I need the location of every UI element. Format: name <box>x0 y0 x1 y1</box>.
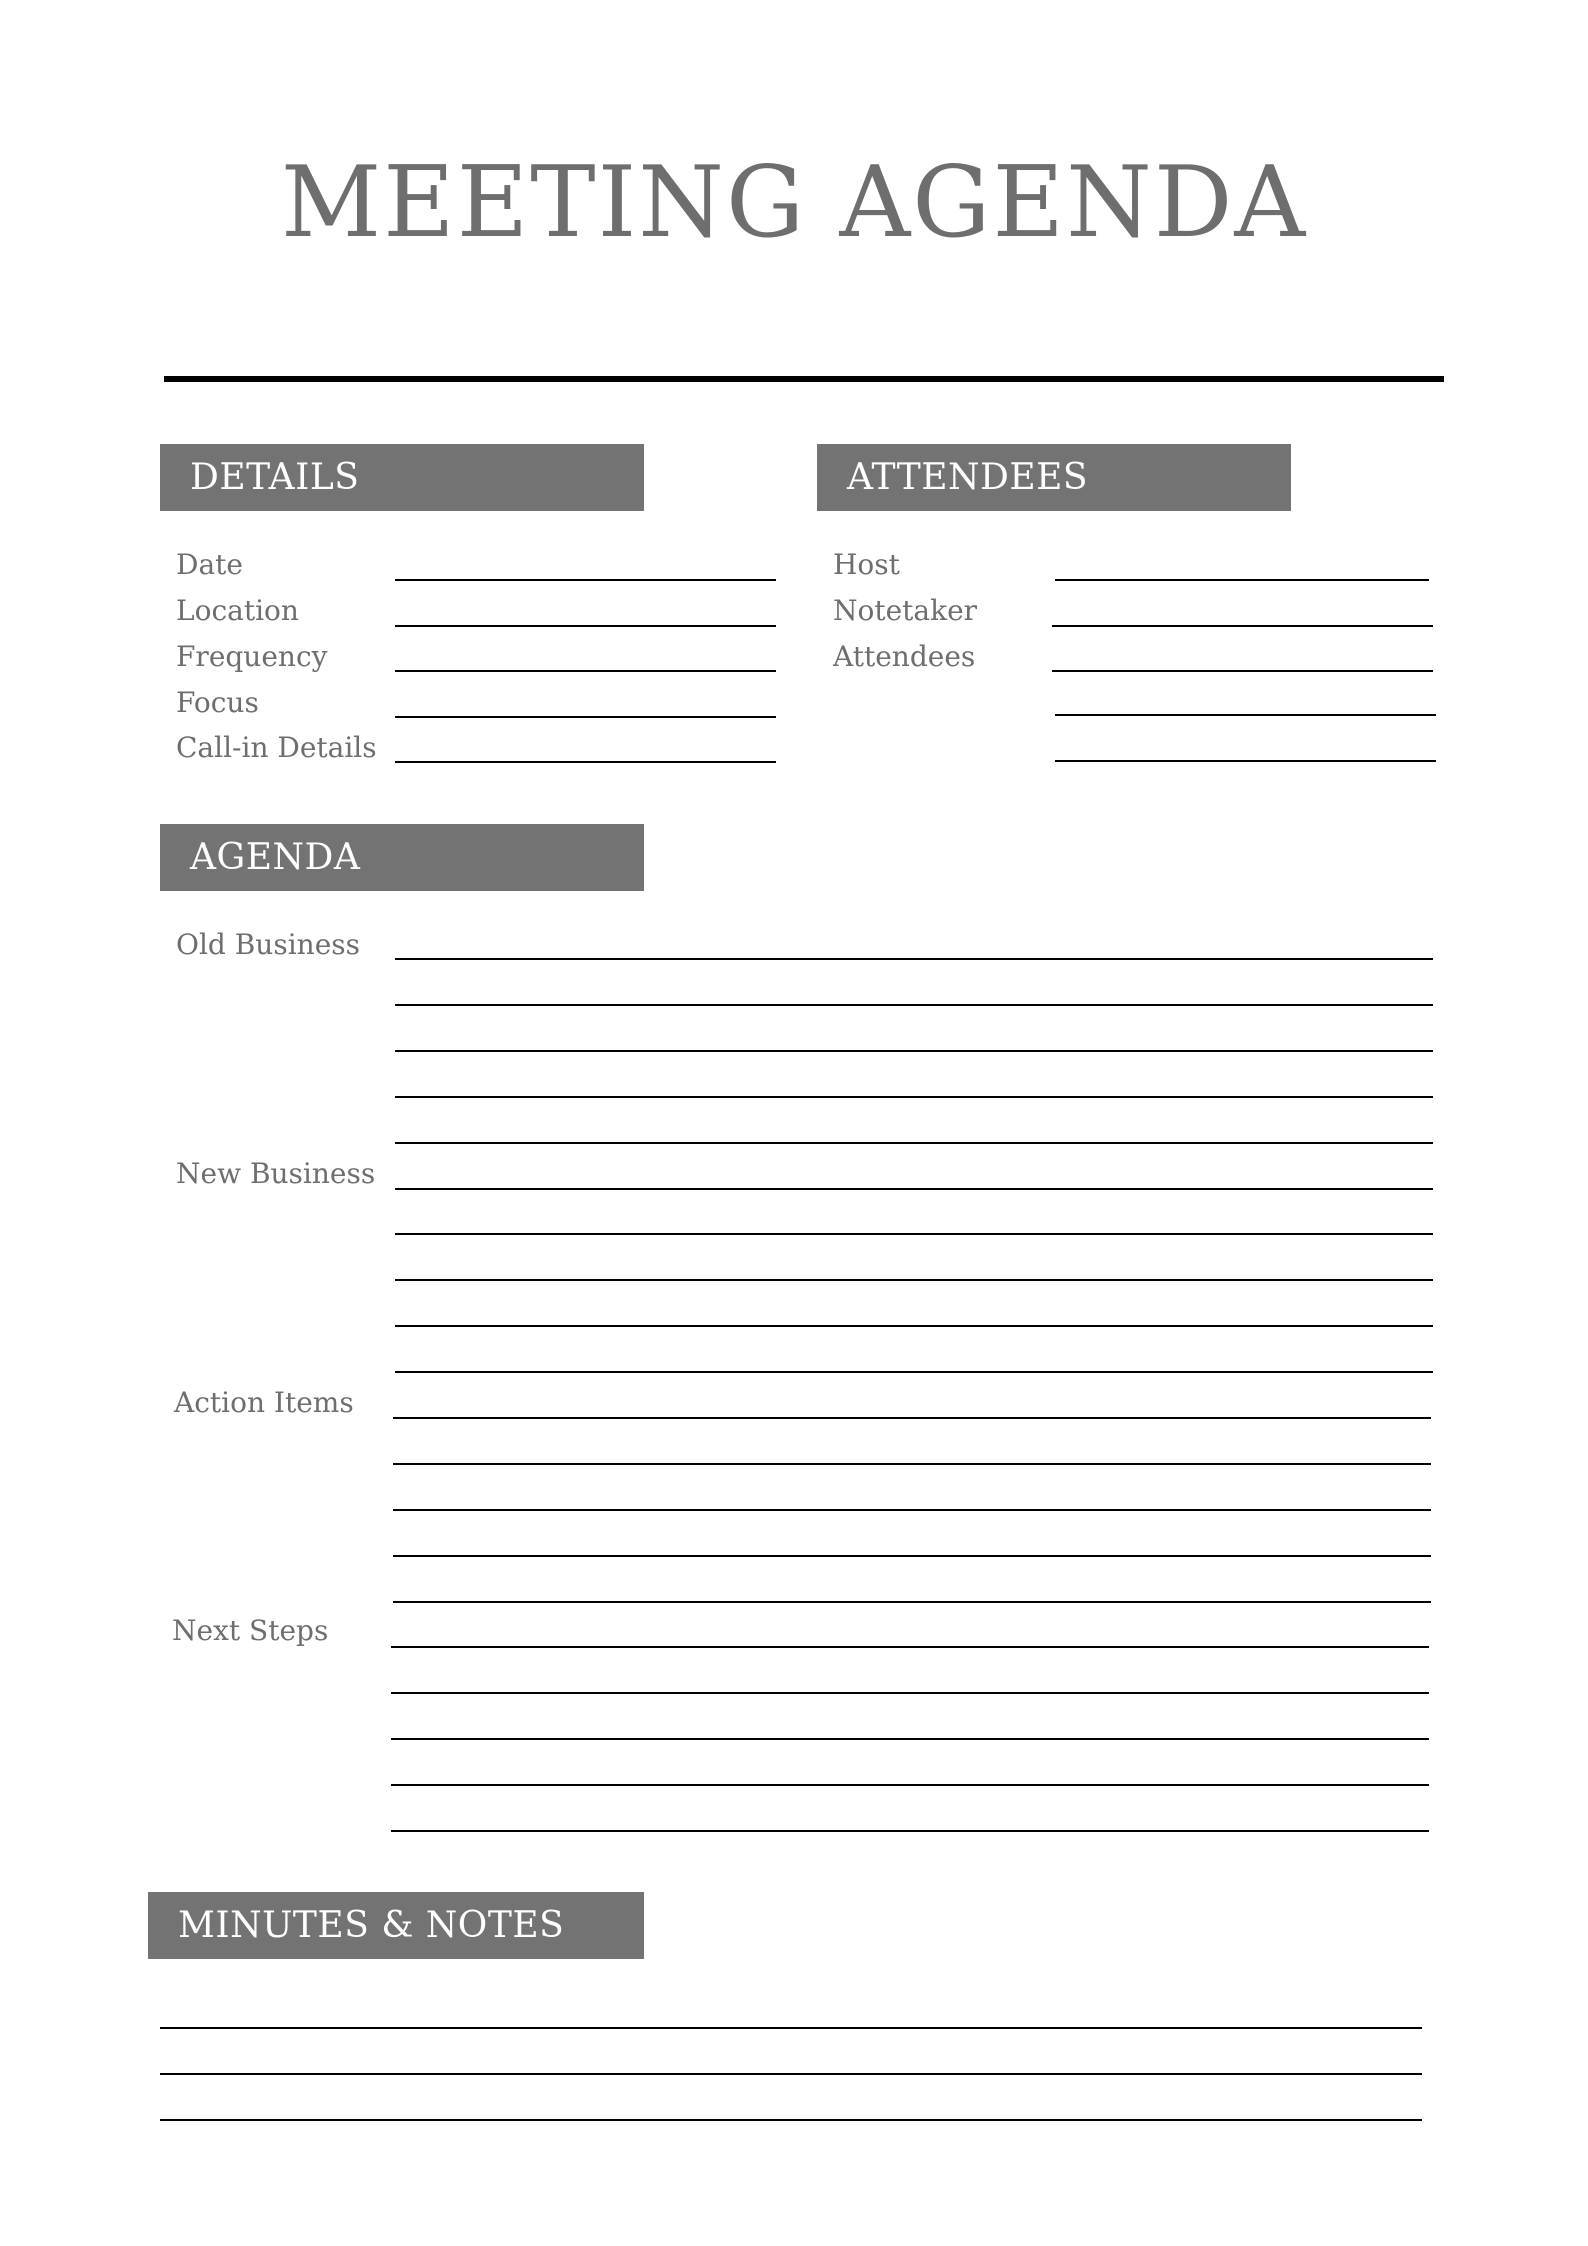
agenda-label-old-business: Old Business <box>176 928 361 961</box>
agenda-label-action-items: Action Items <box>174 1386 354 1419</box>
attendees-field-attendees-1[interactable] <box>1052 670 1433 672</box>
agenda-label-next-steps: Next Steps <box>172 1614 329 1647</box>
agenda-line[interactable] <box>395 1050 1433 1052</box>
minutes-line[interactable] <box>160 2073 1422 2075</box>
attendees-field-host[interactable] <box>1055 579 1429 581</box>
details-field-frequency[interactable] <box>395 670 776 672</box>
agenda-line[interactable] <box>393 1417 1431 1419</box>
agenda-line[interactable] <box>393 1463 1431 1465</box>
details-label-location: Location <box>176 594 299 627</box>
agenda-line[interactable] <box>391 1692 1429 1694</box>
agenda-line[interactable] <box>393 1555 1431 1557</box>
details-field-call-in[interactable] <box>395 761 776 763</box>
details-label-date: Date <box>176 548 243 581</box>
agenda-line[interactable] <box>395 1233 1433 1235</box>
minutes-line[interactable] <box>160 2027 1422 2029</box>
title-divider <box>164 376 1444 382</box>
attendees-field-notetaker[interactable] <box>1052 625 1433 627</box>
details-header: DETAILS <box>160 444 644 511</box>
agenda-line[interactable] <box>395 1004 1433 1006</box>
minutes-header: MINUTES & NOTES <box>148 1892 644 1959</box>
attendees-header: ATTENDEES <box>817 444 1291 511</box>
agenda-header: AGENDA <box>160 824 644 891</box>
attendees-field-attendees-2[interactable] <box>1055 714 1436 716</box>
details-label-focus: Focus <box>176 686 259 719</box>
agenda-line[interactable] <box>391 1738 1429 1740</box>
attendees-label-notetaker: Notetaker <box>833 594 978 627</box>
agenda-line[interactable] <box>393 1601 1431 1603</box>
details-label-frequency: Frequency <box>176 640 328 673</box>
attendees-field-attendees-3[interactable] <box>1055 760 1436 762</box>
details-label-call-in: Call-in Details <box>176 731 377 764</box>
agenda-line[interactable] <box>395 1279 1433 1281</box>
agenda-line[interactable] <box>391 1784 1429 1786</box>
agenda-line[interactable] <box>391 1830 1429 1832</box>
agenda-label-new-business: New Business <box>176 1157 376 1190</box>
agenda-line[interactable] <box>395 1188 1433 1190</box>
attendees-label-attendees: Attendees <box>833 640 976 673</box>
agenda-line[interactable] <box>391 1646 1429 1648</box>
agenda-line[interactable] <box>395 1096 1433 1098</box>
details-field-focus[interactable] <box>395 716 776 718</box>
agenda-line[interactable] <box>393 1509 1431 1511</box>
agenda-line[interactable] <box>395 958 1433 960</box>
attendees-label-host: Host <box>833 548 900 581</box>
page-title: MEETING AGENDA <box>280 146 1308 260</box>
agenda-line[interactable] <box>395 1142 1433 1144</box>
details-field-location[interactable] <box>395 625 776 627</box>
agenda-line[interactable] <box>395 1371 1433 1373</box>
minutes-line[interactable] <box>160 2119 1422 2121</box>
details-field-date[interactable] <box>395 579 776 581</box>
agenda-line[interactable] <box>395 1325 1433 1327</box>
